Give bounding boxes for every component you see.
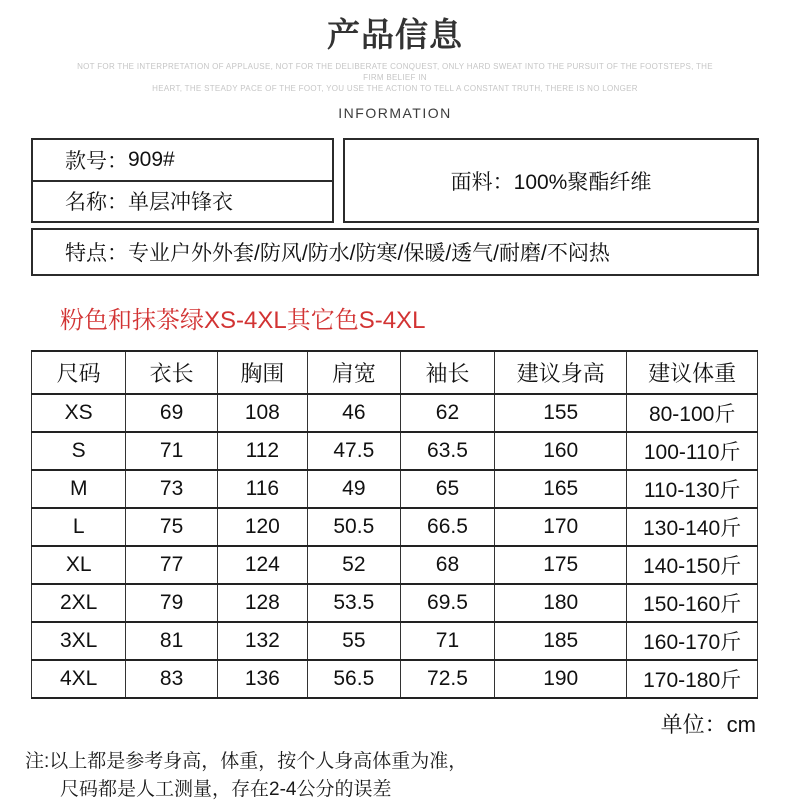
subtitle-en-line-1: NOT FOR THE INTERPRETATION OF APPLAUSE, NOT FOR THE DELIBERATE CONQUEST, ONLY HARD SWEAT INTO THE PURSUIT OF THE FOOTSTEPS, THE FIRM BELIEF IN (77, 62, 713, 82)
measurement-cell: 75 (126, 508, 217, 546)
measurement-cell: 71 (126, 432, 217, 470)
product-name-value: 单层冲锋衣 (128, 191, 233, 215)
measurement-cell: 49 (307, 470, 400, 508)
size-table-header-row (32, 351, 758, 394)
table-row (32, 394, 758, 432)
measurement-cell: 50.5 (307, 508, 400, 546)
measurement-cell: 100-110斤 (627, 432, 758, 470)
table-row (32, 622, 758, 660)
subtitle-en (70, 61, 720, 94)
measurement-cell: 68 (400, 546, 494, 584)
subtitle-en-line-2: HEART, THE STEADY PACE OF THE FOOT, YOU USE THE ACTION TO TELL A CONSTANT TRUTH, THERE IS NO LONGER (152, 84, 638, 93)
measurement-cell: 47.5 (307, 432, 400, 470)
measurement-cell: 160-170斤 (627, 622, 758, 660)
measurement-cell: 120 (217, 508, 307, 546)
column-header: 尺码 (32, 351, 126, 394)
measurement-cell: 52 (307, 546, 400, 584)
size-cell: 4XL (32, 660, 126, 698)
product-info-upper (31, 138, 759, 223)
measurement-cell: 136 (217, 660, 307, 698)
style-no-label: 款号： (65, 149, 128, 173)
measurement-cell: 79 (126, 584, 217, 622)
features-value: 专业户外外套/防风/防水/防寒/保暖/透气/耐磨/不闷热 (128, 242, 610, 265)
measurement-cell: 55 (307, 622, 400, 660)
measurement-cell: 56.5 (307, 660, 400, 698)
measurement-cell: 73 (126, 470, 217, 508)
measurement-cell: 180 (495, 584, 627, 622)
measurement-cell: 160 (495, 432, 627, 470)
size-cell: 2XL (32, 584, 126, 622)
table-row (32, 546, 758, 584)
measurement-cell: 132 (217, 622, 307, 660)
measurement-cell: 170-180斤 (627, 660, 758, 698)
measurement-cell: 71 (400, 622, 494, 660)
measurement-cell: 140-150斤 (627, 546, 758, 584)
measurement-cell: 108 (217, 394, 307, 432)
measurement-cell: 170 (495, 508, 627, 546)
measurement-cell: 63.5 (400, 432, 494, 470)
fabric-cell (343, 138, 759, 223)
size-cell: XL (32, 546, 126, 584)
table-row (32, 470, 758, 508)
product-name-label: 名称： (65, 191, 128, 215)
measurement-cell: 66.5 (400, 508, 494, 546)
measurement-cell: 128 (217, 584, 307, 622)
size-cell: XS (32, 394, 126, 432)
measurement-cell: 72.5 (400, 660, 494, 698)
product-info-left-box (31, 138, 334, 223)
unit-label: 单位：cm (660, 712, 756, 737)
column-header: 建议身高 (495, 351, 627, 394)
column-header: 袖长 (400, 351, 494, 394)
column-header: 建议体重 (627, 351, 758, 394)
measurement-cell: 165 (495, 470, 627, 508)
measurement-cell: 155 (495, 394, 627, 432)
measurement-cell: 110-130斤 (627, 470, 758, 508)
product-name-cell (33, 180, 332, 222)
measurement-cell: 46 (307, 394, 400, 432)
style-no-cell (33, 140, 332, 180)
measurement-cell: 81 (126, 622, 217, 660)
page-title: 产品信息 (327, 16, 463, 53)
fabric-label: 面料： (450, 170, 514, 194)
product-info-table (31, 138, 759, 276)
measurement-cell: 130-140斤 (627, 508, 758, 546)
footnote-line-2: 尺码都是人工测量，存在2-4公分的误差 (60, 779, 392, 800)
measurement-cell: 112 (217, 432, 307, 470)
table-row (32, 432, 758, 470)
measurement-cell: 124 (217, 546, 307, 584)
measurement-cell: 80-100斤 (627, 394, 758, 432)
measurement-cell: 185 (495, 622, 627, 660)
measurement-cell: 83 (126, 660, 217, 698)
size-cell: S (32, 432, 126, 470)
measurement-cell: 150-160斤 (627, 584, 758, 622)
table-row (32, 508, 758, 546)
measurement-cell: 190 (495, 660, 627, 698)
footnote-line-1: 注:以上都是参考身高，体重，按个人身高体重为准， (25, 751, 468, 772)
measurement-cell: 175 (495, 546, 627, 584)
features-label: 特点： (65, 242, 128, 265)
measurement-cell: 69.5 (400, 584, 494, 622)
measurement-cell: 65 (400, 470, 494, 508)
size-cell: L (32, 508, 126, 546)
table-row (32, 660, 758, 698)
style-no-value: 909# (128, 147, 175, 171)
column-header: 衣长 (126, 351, 217, 394)
size-cell: M (32, 470, 126, 508)
column-header: 胸围 (217, 351, 307, 394)
section-label-information: INFORMATION (338, 105, 452, 121)
size-cell: 3XL (32, 622, 126, 660)
measurement-cell: 53.5 (307, 584, 400, 622)
measurement-cell: 62 (400, 394, 494, 432)
table-row (32, 584, 758, 622)
measurement-cell: 116 (217, 470, 307, 508)
features-cell (31, 228, 759, 276)
column-header: 肩宽 (307, 351, 400, 394)
measurement-cell: 77 (126, 546, 217, 584)
footnotes (25, 748, 790, 804)
size-availability-note: 粉色和抹茶绿XS-4XL其它色S-4XL (60, 307, 426, 334)
fabric-value: 100%聚酯纤维 (513, 170, 652, 194)
size-table (31, 350, 758, 699)
measurement-cell: 69 (126, 394, 217, 432)
